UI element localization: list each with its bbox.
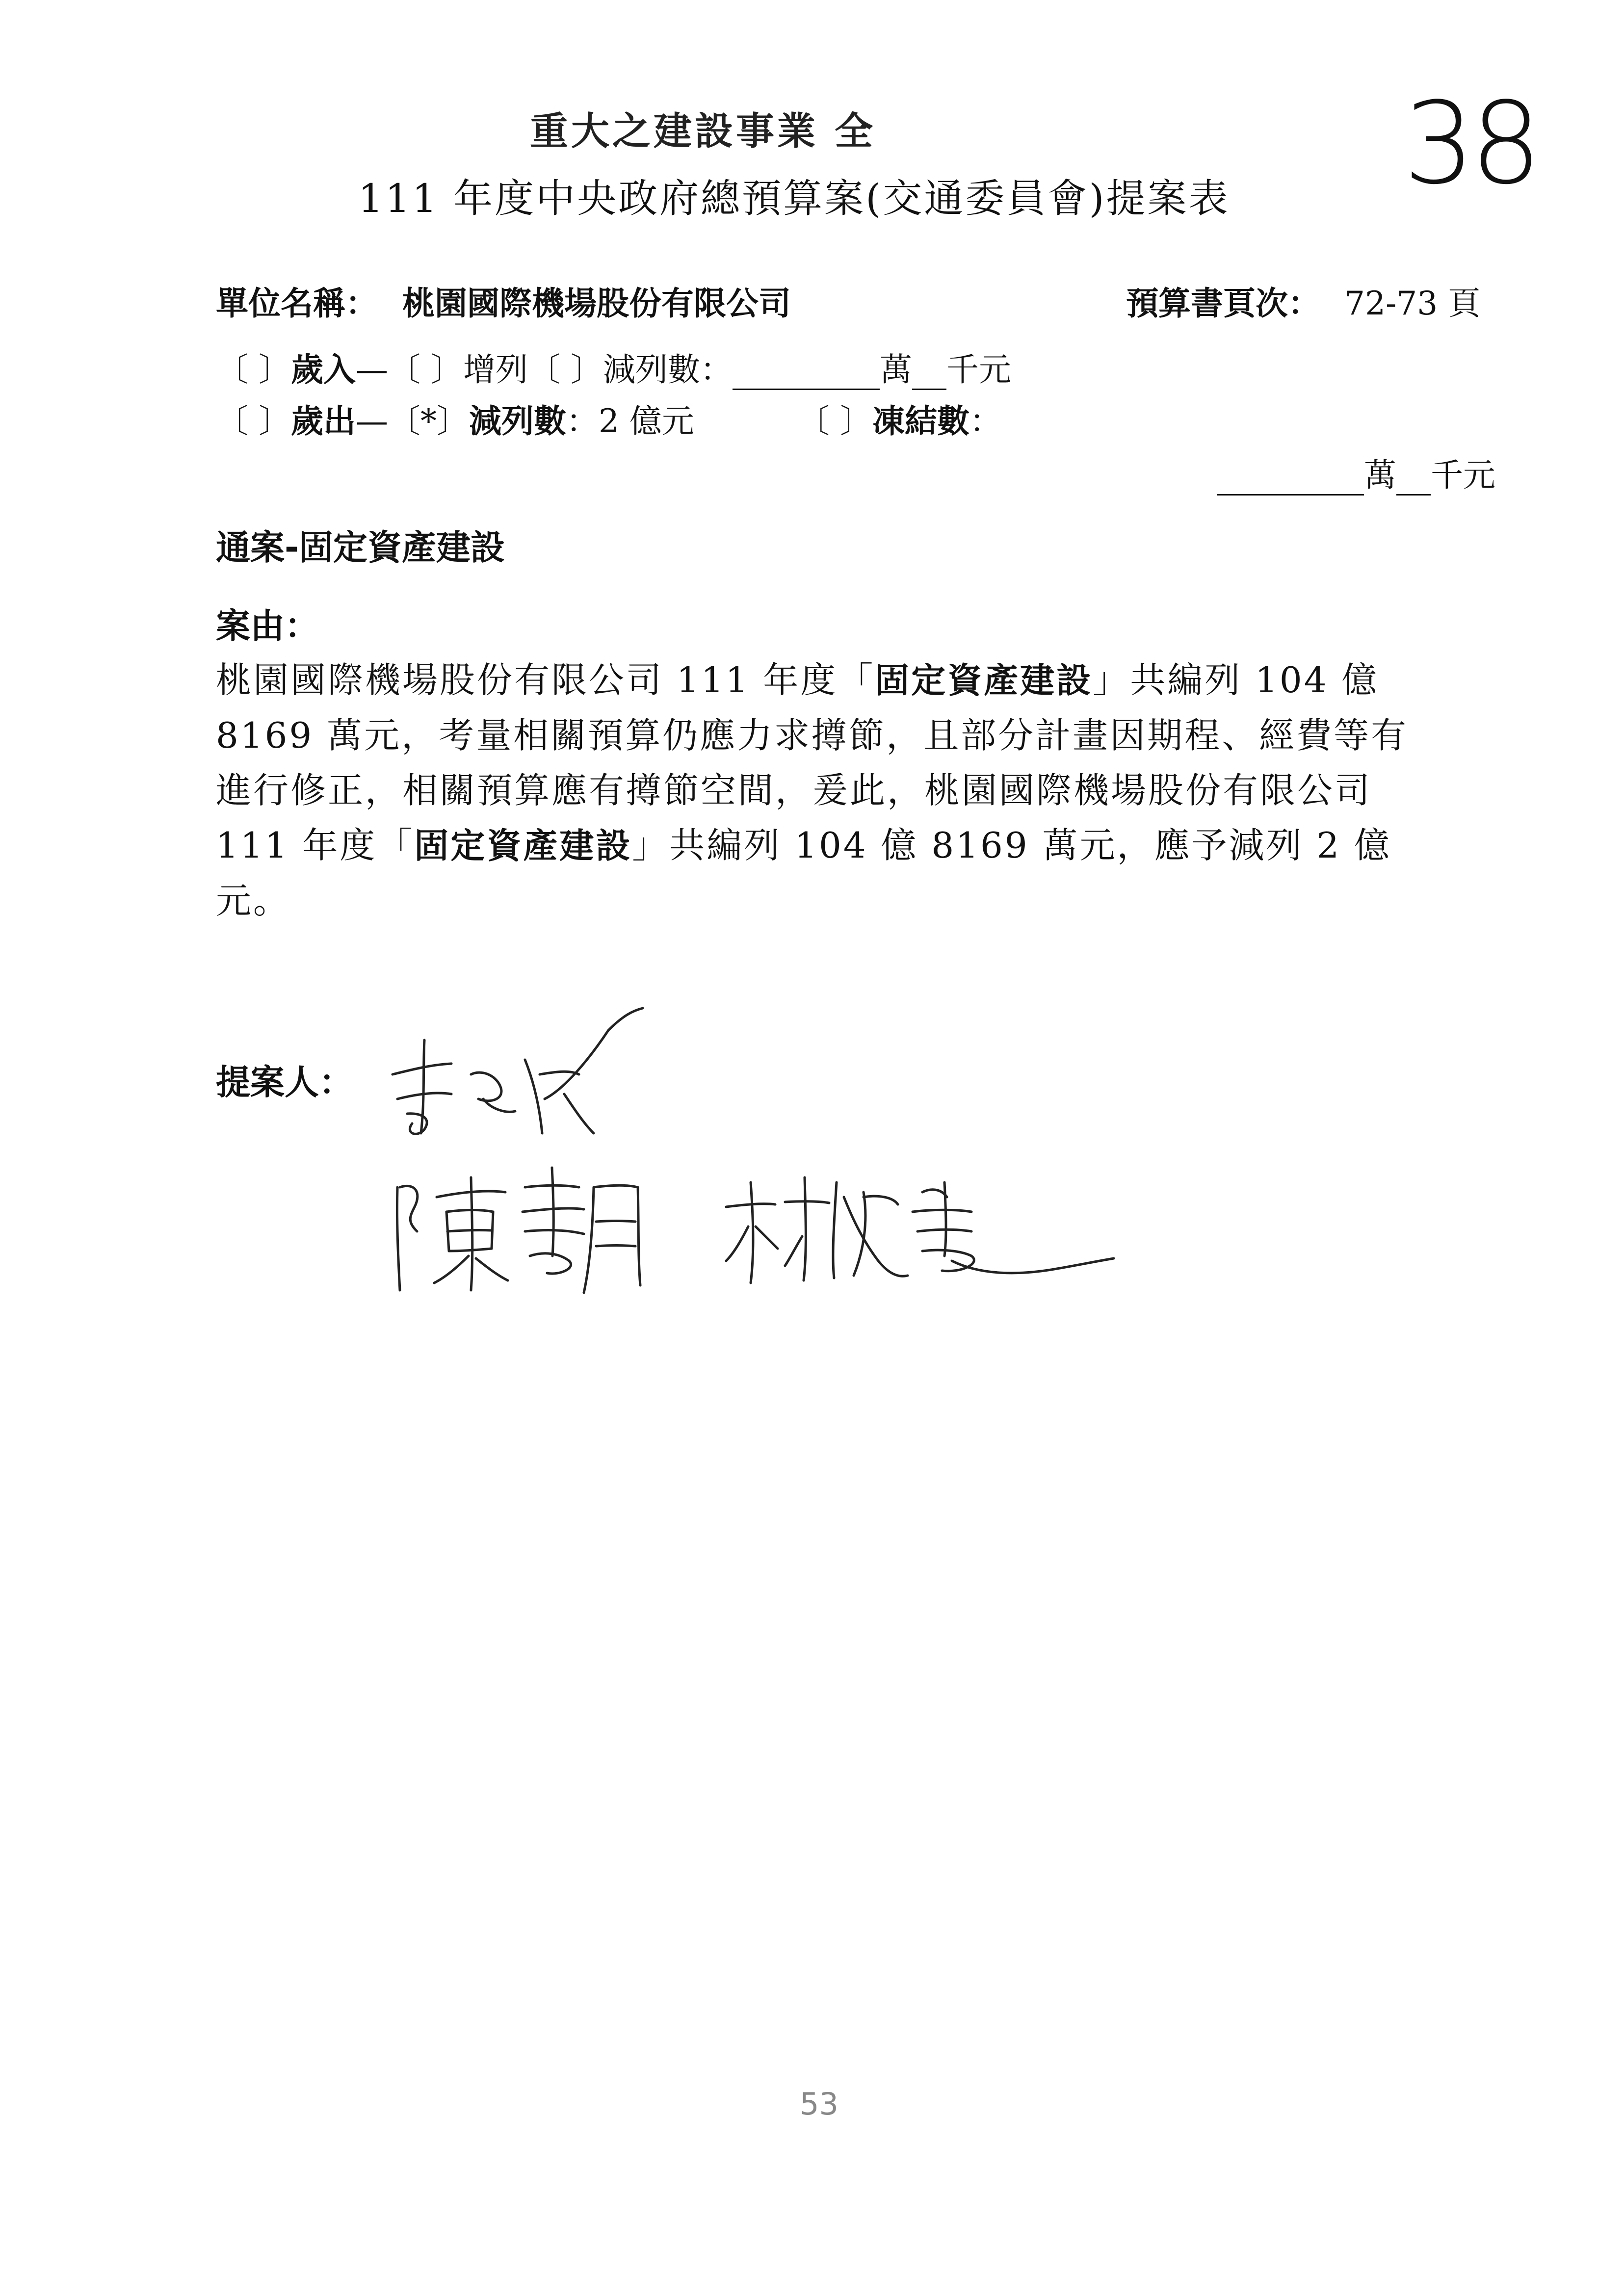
expenditure-dash: — — [355, 402, 388, 440]
unit-wan: 萬 — [879, 351, 912, 389]
freeze-unit-qian: 千元 — [1431, 456, 1495, 494]
decrease-checkbox: 〔 〕 — [527, 351, 603, 389]
revenue-checkbox: 〔 〕 — [216, 351, 291, 389]
decrease-value: ：2 億元 — [566, 402, 694, 440]
page-title: 111 年度中央政府總預算案(交通委員會)提案表 — [358, 176, 1230, 221]
reason-text-3: 」共編列 104 億 8169 萬元，應予減列 2 億元。 — [216, 825, 1392, 921]
unit-label: 單位名稱： — [216, 285, 378, 322]
reason-text-1: 桃園國際機場股份有限公司 111 年度「 — [216, 659, 875, 701]
proposer-label: 提案人： — [216, 1062, 353, 1102]
unit-qian: 千元 — [946, 351, 1011, 389]
freeze-checkbox: 〔 〕 — [797, 402, 872, 440]
signature-2-image — [388, 1158, 653, 1300]
amount-blank-small — [912, 358, 946, 390]
expenditure-row — [216, 395, 1002, 442]
increase-checkbox: 〔 〕 — [388, 351, 463, 389]
decrease-label: 減列數 — [469, 402, 566, 440]
case-title: 通案-固定資產建設 — [216, 527, 505, 568]
reason-highlight-1: 固定資產建設 — [875, 660, 1093, 701]
freeze-amount-row — [1217, 449, 1495, 496]
amount-blank — [733, 358, 880, 390]
revenue-row — [216, 343, 1011, 390]
stamp-header: 重大之建設事業 全 — [530, 109, 876, 154]
reason-text-2: 」共編列 104 億 8169 萬元，考量相關預算仍應力求撙節，且部分計畫因期程、經費等有進行修正，相關預算應有撙節空間，爰此，桃園國際機場股份有限公司 111 年度「 — [216, 659, 1409, 866]
unit-value: 桃園國際機場股份有限公司 — [402, 285, 791, 322]
freeze-amount-blank — [1217, 464, 1364, 496]
footer-handwritten-mark — [795, 2078, 864, 2127]
footer-mark-text: 53 — [800, 2086, 838, 2122]
handwritten-page-number: 38 — [1403, 78, 1537, 209]
freeze-colon: ： — [969, 402, 1002, 440]
reason-body — [216, 652, 1433, 928]
expenditure-label: 歲出 — [290, 402, 356, 440]
freeze-amount-blank-small — [1396, 464, 1431, 496]
budget-page-label: 預算書頁次： — [1126, 285, 1320, 322]
freeze-label: 凍結數 — [872, 402, 969, 440]
reason-highlight-2: 固定資產建設 — [414, 826, 632, 866]
freeze-unit-wan: 萬 — [1364, 456, 1396, 494]
reason-label: 案由： — [216, 606, 319, 646]
increase-label: 增列 — [463, 351, 528, 389]
expenditure-checkbox: 〔 〕 — [216, 402, 291, 440]
signature-3-image — [716, 1163, 1119, 1290]
revenue-dash: — — [355, 351, 388, 389]
revenue-label: 歲入 — [290, 351, 356, 389]
decrease-checkbox-checked: 〔*〕 — [388, 402, 469, 440]
budget-page-value: 72-73 頁 — [1344, 285, 1481, 322]
signature-1-image — [378, 1001, 682, 1148]
decrease-label: 減列數： — [602, 351, 733, 389]
